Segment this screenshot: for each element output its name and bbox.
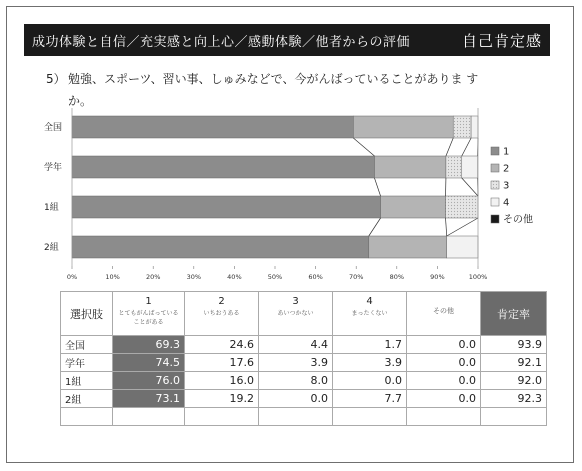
chart-category-labels: [44, 121, 62, 253]
cell-c4: 1.7: [333, 336, 407, 354]
cell-c3: 0.0: [259, 390, 333, 408]
chart-bars: [72, 116, 478, 258]
question-number: 5）: [46, 72, 66, 86]
legend-label-2: 2: [503, 163, 510, 175]
cell-c1: 74.5: [113, 354, 185, 372]
x-tick-label: 60%: [308, 273, 323, 281]
cell-other: 0.0: [407, 372, 481, 390]
table-row: [61, 336, 547, 354]
cell-c2: 19.2: [185, 390, 259, 408]
legend-swatch-1: [491, 147, 499, 155]
chart-legend: [491, 147, 533, 226]
cell-c2: 16.0: [185, 372, 259, 390]
table-header-row: [61, 292, 547, 336]
section-category: 自己肯定感: [461, 31, 542, 50]
table-row: [61, 372, 547, 390]
affirm-rate-label: 肯定率: [497, 307, 530, 321]
legend-label-その他: その他: [503, 214, 533, 226]
cell-affirm: 92.3: [481, 390, 547, 408]
results-table: [60, 291, 547, 426]
table-row-empty: [61, 408, 547, 426]
bar-segment-1組-3: [446, 196, 478, 218]
table-row: [61, 390, 547, 408]
col-4-label: まったくない: [351, 310, 388, 317]
row-label: 1組: [61, 372, 113, 390]
row-label: 2組: [61, 390, 113, 408]
x-tick-label: 40%: [227, 273, 242, 281]
cell-c4: 3.9: [333, 354, 407, 372]
table-col-4: [333, 292, 407, 336]
table-col-2: [185, 292, 259, 336]
cell-c1: 76.0: [113, 372, 185, 390]
col-3-number: 3: [292, 296, 299, 307]
bar-segment-1組-1: [72, 196, 381, 218]
question-line-2: か。: [68, 94, 93, 108]
legend-swatch-4: [491, 198, 499, 206]
bar-segment-学年-3: [446, 156, 462, 178]
category-label-学年: 学年: [44, 163, 63, 173]
legend-swatch-その他: [491, 215, 499, 223]
bar-segment-学年-2: [374, 156, 445, 178]
cell-c2: 17.6: [185, 354, 259, 372]
legend-swatch-3: [491, 181, 499, 189]
bar-segment-全国-1: [72, 116, 353, 138]
legend-label-3: 3: [503, 180, 510, 192]
col-other-label: その他: [433, 307, 454, 315]
table-col-1: [113, 292, 185, 336]
table-row: [61, 354, 547, 372]
cell-c3: 3.9: [259, 354, 333, 372]
legend-label-4: 4: [503, 197, 510, 209]
cell-c1: 73.1: [113, 390, 185, 408]
col-2-number: 2: [218, 296, 225, 307]
cell-affirm: 92.0: [481, 372, 547, 390]
legend-label-1: 1: [503, 146, 510, 158]
question-line-1: 勉強、スポーツ、習い事、しゅみなどで、今がんばっていることがありま す: [68, 72, 479, 86]
col-1-label: とてもがんばっていることがある: [118, 310, 179, 326]
section-title: 成功体験と自信／充実感と向上心／感動体験／他者からの評価: [32, 34, 411, 50]
series-connector: [374, 178, 380, 196]
category-label-全国: 全国: [44, 123, 63, 133]
series-connector: [462, 138, 471, 156]
cell-c1: 69.3: [113, 336, 185, 354]
cell-c4: 0.0: [333, 372, 407, 390]
x-tick-label: 0%: [66, 273, 78, 281]
cell-affirm: 92.1: [481, 354, 547, 372]
legend-swatch-2: [491, 164, 499, 172]
series-connector: [446, 138, 453, 156]
row-label: 学年: [61, 354, 113, 372]
bar-segment-全国-3: [453, 116, 471, 138]
series-connector: [446, 218, 447, 236]
x-tick-label: 80%: [389, 273, 405, 281]
cell-c3: 8.0: [259, 372, 333, 390]
category-label-1組: 1組: [44, 203, 59, 213]
cell-affirm: 93.9: [481, 336, 547, 354]
series-connector: [447, 218, 478, 236]
bar-segment-全国-2: [353, 116, 453, 138]
x-tick-label: 20%: [145, 273, 161, 281]
category-label-2組: 2組: [44, 243, 59, 253]
bar-segment-2組-2: [369, 236, 447, 258]
chart-connectors: [353, 138, 478, 236]
x-tick-label: 100%: [468, 273, 488, 281]
bar-segment-全国-4: [471, 116, 478, 138]
cell-other: 0.0: [407, 336, 481, 354]
bar-segment-2組-4: [447, 236, 478, 258]
bar-segment-学年-1: [72, 156, 374, 178]
series-connector: [462, 178, 478, 196]
table-col-3: [259, 292, 333, 336]
x-tick-label: 50%: [267, 273, 283, 281]
table-col-affirm: [481, 292, 547, 336]
col-3-label: あいつかない: [277, 310, 314, 317]
row-label: 全国: [61, 336, 113, 354]
x-tick-label: 30%: [186, 273, 202, 281]
col-2-label: いちおうある: [203, 310, 240, 317]
cell-c2: 24.6: [185, 336, 259, 354]
col-1-number: 1: [145, 296, 152, 307]
table-corner-cell: [61, 292, 113, 336]
col-4-number: 4: [366, 296, 373, 307]
bar-segment-学年-4: [462, 156, 478, 178]
cell-c4: 7.7: [333, 390, 407, 408]
table-col-other: [407, 292, 481, 336]
cell-c3: 4.4: [259, 336, 333, 354]
bar-segment-1組-2: [381, 196, 446, 218]
table-corner-label: 選択肢: [70, 307, 103, 321]
x-tick-label: 10%: [105, 273, 120, 281]
cell-other: 0.0: [407, 390, 481, 408]
bar-segment-2組-1: [72, 236, 369, 258]
cell-other: 0.0: [407, 354, 481, 372]
series-connector: [353, 138, 374, 156]
x-tick-label: 90%: [430, 273, 445, 281]
series-connector: [369, 218, 381, 236]
x-tick-label: 70%: [348, 273, 364, 281]
